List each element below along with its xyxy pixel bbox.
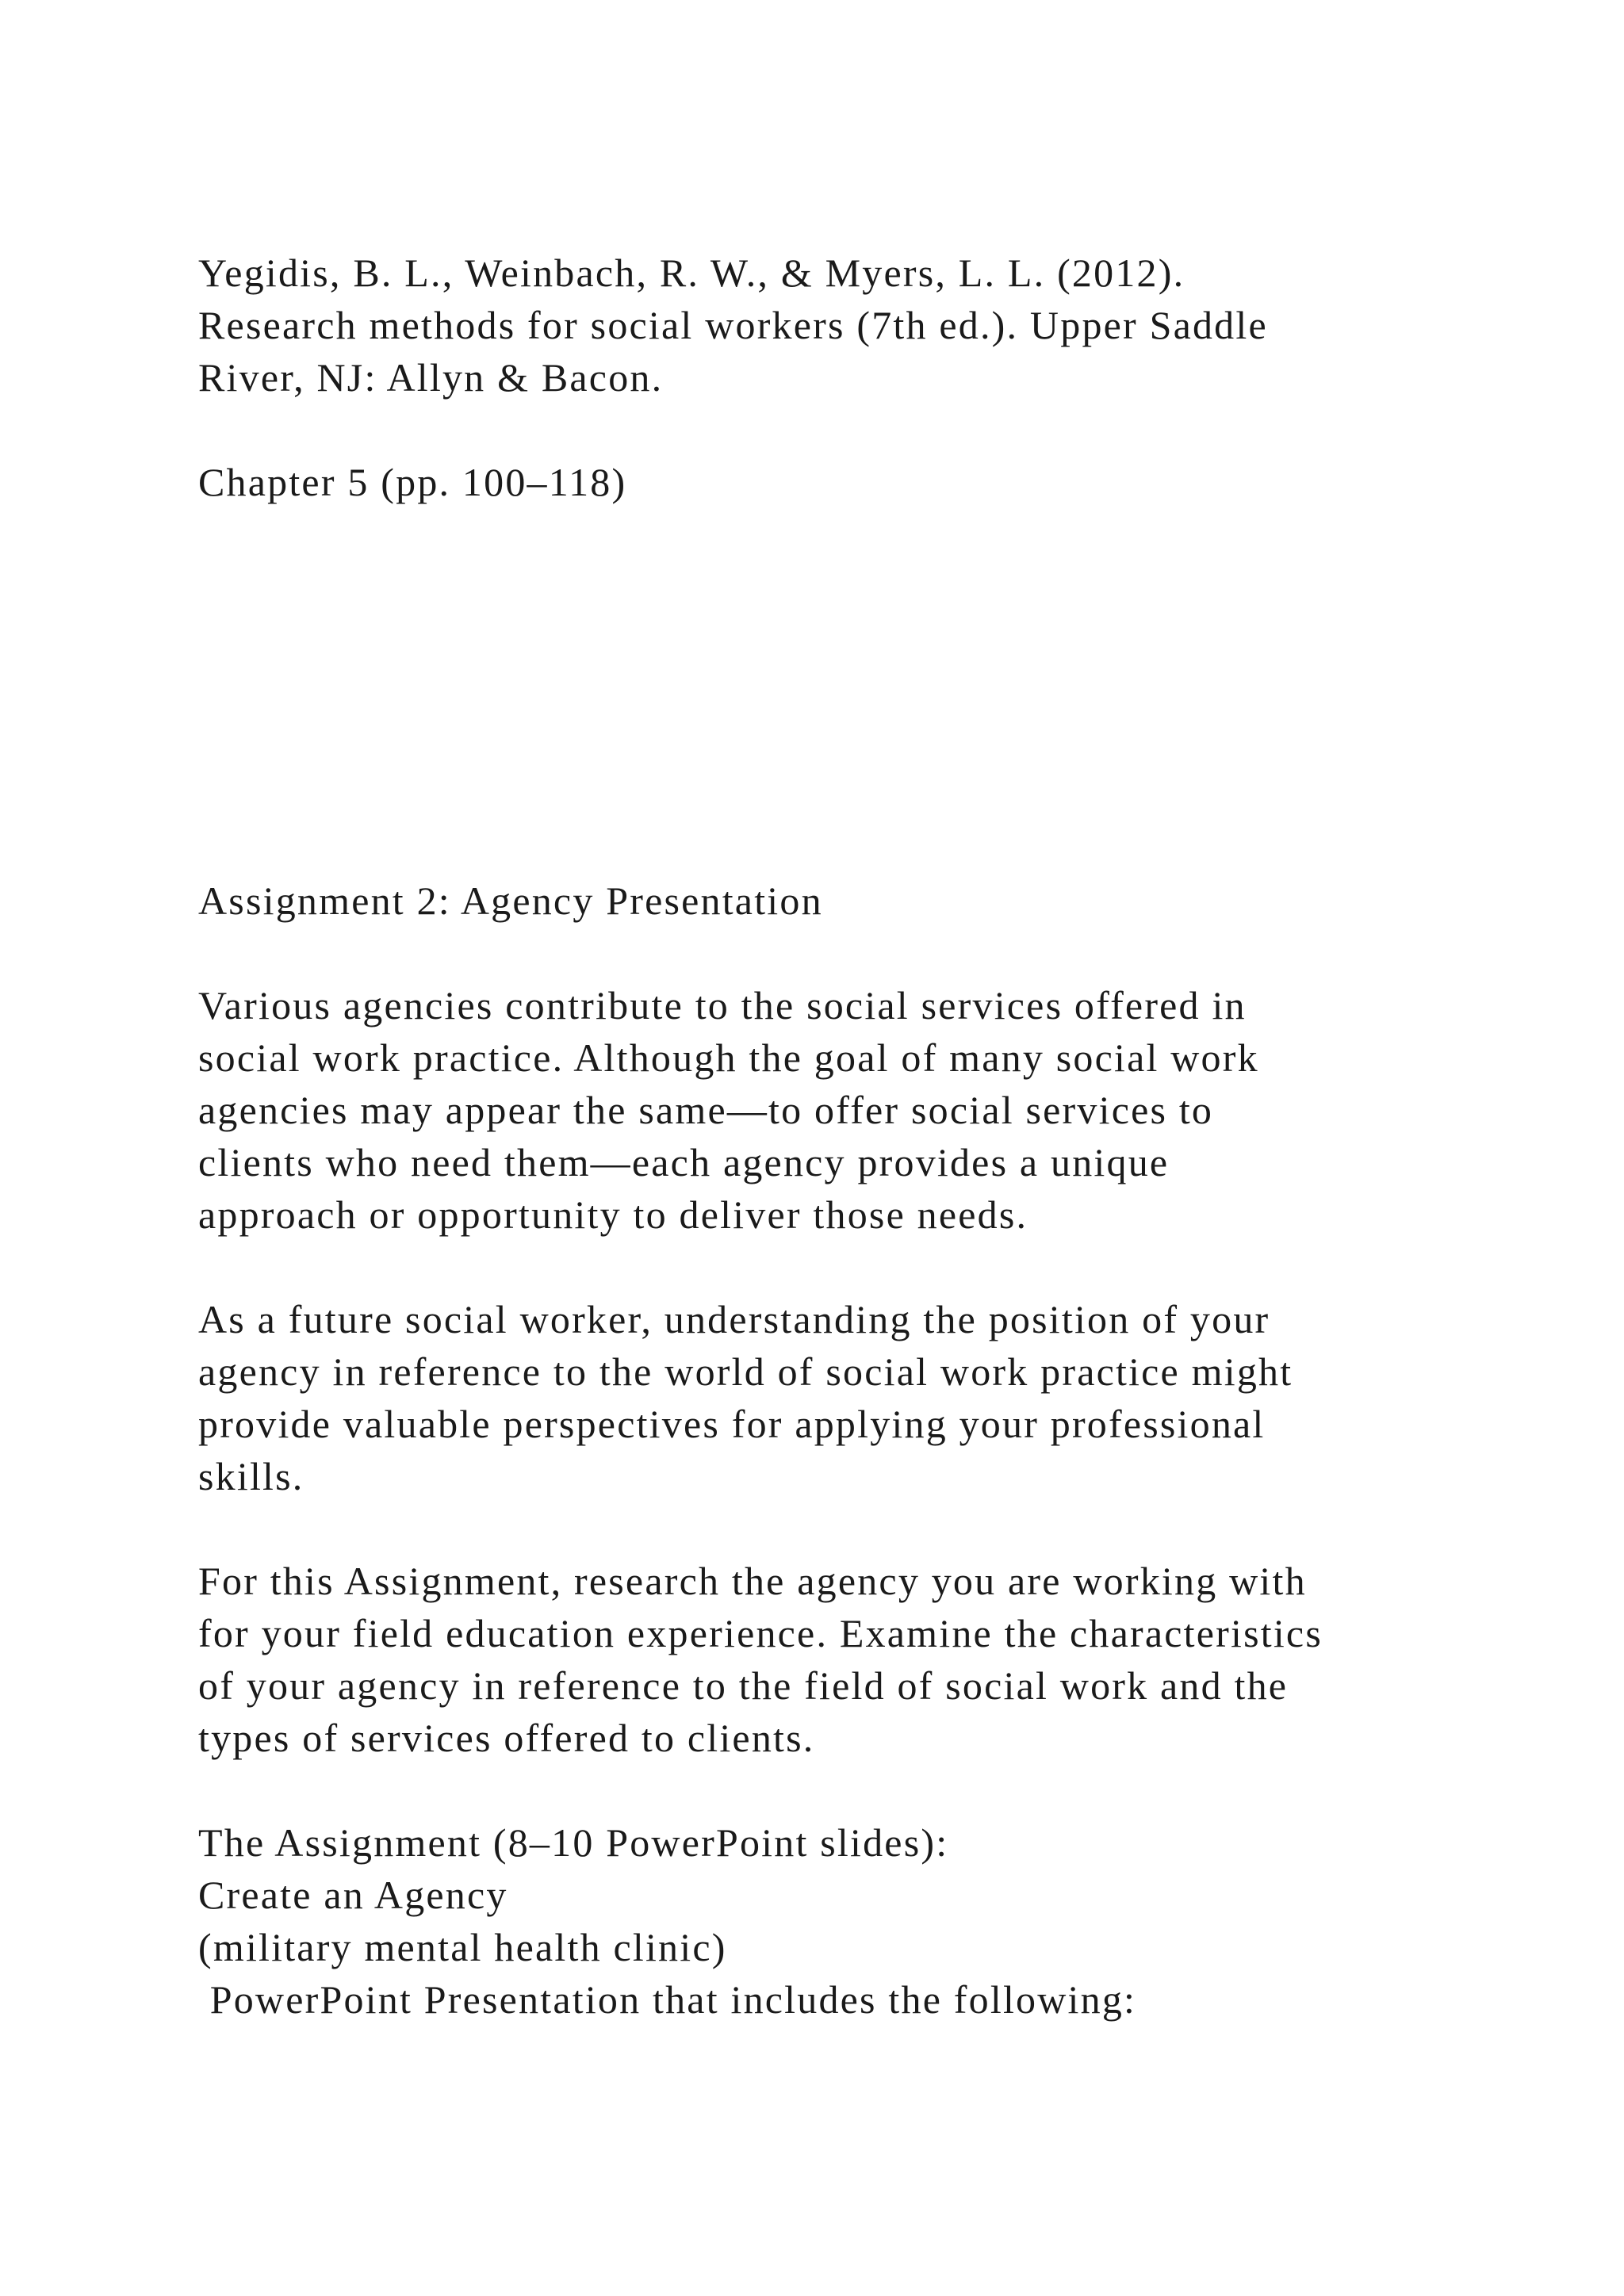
paragraph-line: for your field education experience. Examine the characteristics <box>198 1611 1323 1655</box>
citation-line: Research methods for social workers (7th ed.). Upper Saddle <box>198 303 1268 347</box>
paragraph-line: agency in reference to the world of social work practice might <box>198 1349 1293 1394</box>
chapter-reference <box>198 456 626 508</box>
paragraph-line: skills. <box>198 1454 304 1498</box>
paragraph-line: For this Assignment, research the agency you are working with <box>198 1559 1307 1603</box>
citation-line: Yegidis, B. L., Weinbach, R. W., & Myers, L. L. (2012). <box>198 251 1185 295</box>
spec-line: The Assignment (8–10 PowerPoint slides): <box>198 1820 949 1865</box>
paragraph-line: As a future social worker, understanding the position of your <box>198 1297 1270 1341</box>
paragraph-line: types of services offered to clients. <box>198 1716 815 1760</box>
assignment-heading <box>198 874 823 927</box>
paragraph-research-agency <box>198 1555 1323 1764</box>
paragraph-line: approach or opportunity to deliver those needs. <box>198 1192 1028 1237</box>
assignment-specification <box>198 1816 1136 2026</box>
spec-line: (military mental health clinic) <box>198 1925 727 1969</box>
citation-line: River, NJ: Allyn & Bacon. <box>198 355 664 400</box>
paragraph-line: of your agency in reference to the field of social work and the <box>198 1663 1289 1708</box>
chapter-line: Chapter 5 (pp. 100–118) <box>198 460 627 504</box>
paragraph-line: Various agencies contribute to the social services offered in <box>198 983 1247 1027</box>
spec-line: Create an Agency <box>198 1873 508 1917</box>
paragraph-line: provide valuable perspectives for applying your professional <box>198 1402 1266 1446</box>
paragraph-line: social work practice. Although the goal of many social work <box>198 1035 1259 1080</box>
reference-citation <box>198 247 1268 404</box>
paragraph-line: agencies may appear the same—to offer social services to <box>198 1088 1214 1132</box>
paragraph-line: clients who need them—each agency provides a unique <box>198 1140 1170 1184</box>
paragraph-agencies <box>198 979 1259 1241</box>
paragraph-future-social-worker <box>198 1293 1293 1502</box>
assignment-title: Assignment 2: Agency Presentation <box>198 878 823 923</box>
spec-line: PowerPoint Presentation that includes the following: <box>198 1977 1137 2022</box>
